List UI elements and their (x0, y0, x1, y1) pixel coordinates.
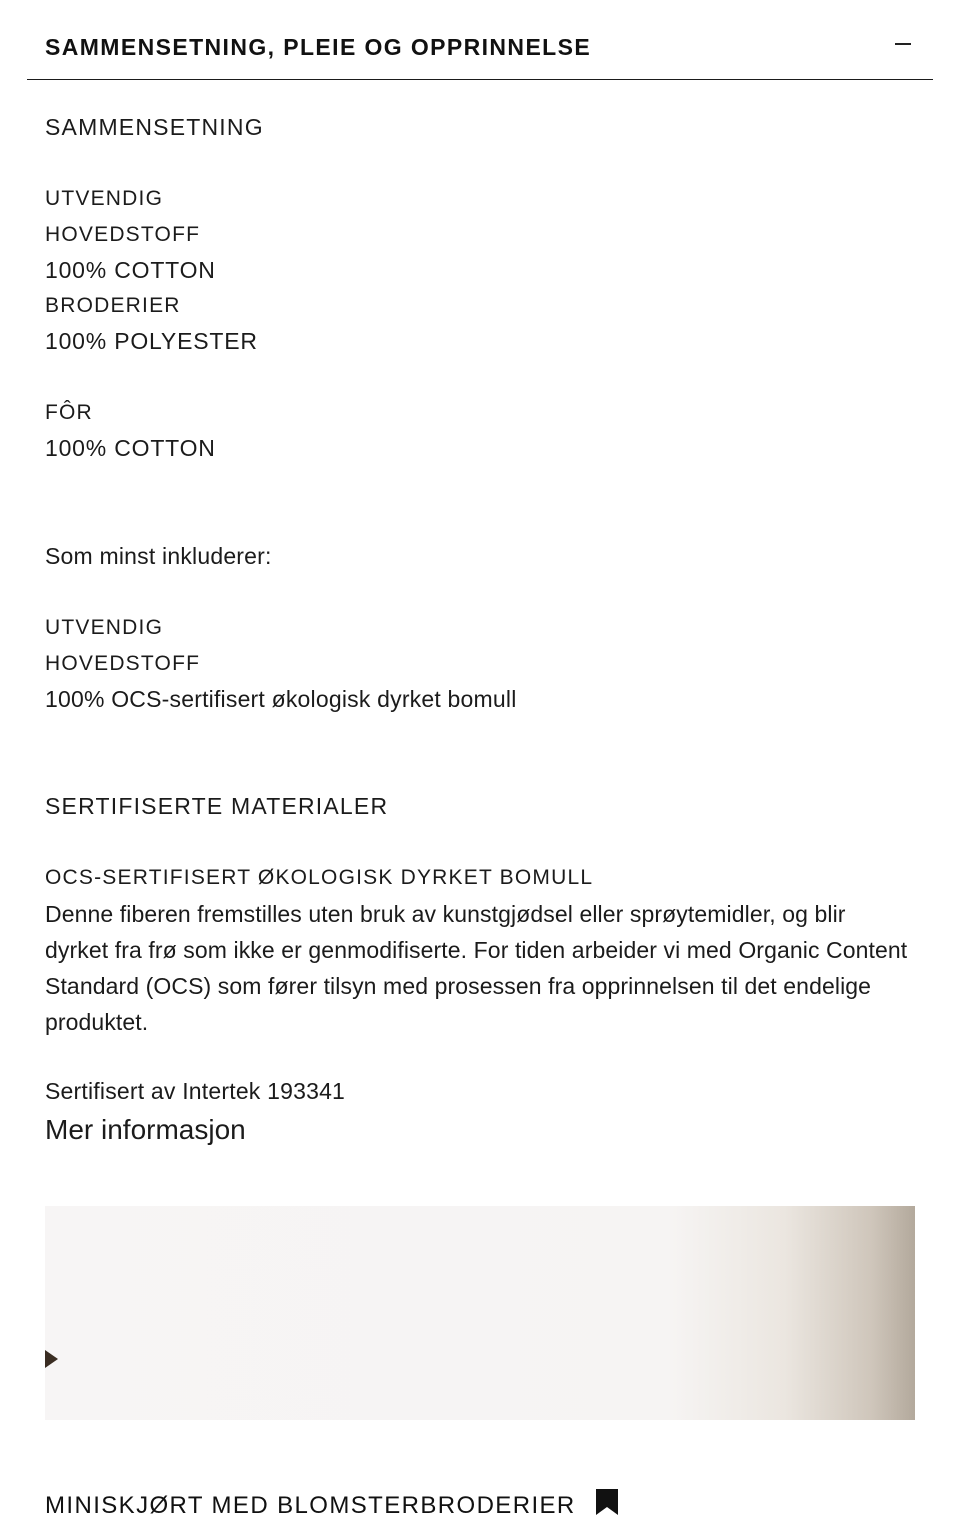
lining-label: FÔR (45, 401, 93, 424)
includes-main-fabric-value: 100% OCS-sertifisert økologisk dyrket bomull (45, 686, 517, 712)
includes-intro: Som minst inkluderer: (45, 543, 272, 569)
certified-materials-heading: SERTIFISERTE MATERIALER (45, 793, 389, 819)
more-info-link[interactable]: Mer informasjon (45, 1114, 246, 1145)
main-fabric-value: 100% COTTON (45, 257, 216, 283)
certified-by: Sertifisert av Intertek 193341 (45, 1078, 346, 1104)
product-name[interactable]: MINISKJØRT MED BLOMSTERBRODERIER (45, 1492, 576, 1519)
includes-main-fabric-label: HOVEDSTOFF (45, 652, 201, 675)
main-fabric-label: HOVEDSTOFF (45, 223, 201, 246)
composition-heading: SAMMENSETNING (45, 114, 264, 140)
product-image[interactable] (45, 1206, 915, 1420)
bookmark-icon[interactable] (596, 1489, 618, 1515)
includes-outer-label: UTVENDIG (45, 616, 164, 639)
embroidery-value: 100% POLYESTER (45, 328, 258, 354)
embroidery-label: BRODERIER (45, 294, 181, 317)
accordion-title: SAMMENSETNING, PLEIE OG OPPRINNELSE (45, 34, 592, 60)
lining-value: 100% COTTON (45, 435, 216, 461)
outer-label: UTVENDIG (45, 187, 164, 210)
minus-icon[interactable] (895, 43, 911, 45)
accordion-header[interactable] (27, 0, 933, 80)
certified-material-description: Denne fiberen fremstilles uten bruk av kunstgjødsel eller sprøytemidler, og blir dyrket fra frø som ikke er genmodifiserte. For tiden arbeider vi med Organic Content Standard (OCS) som fører tilsyn med prosessen fra opprinnelsen til det endelige produktet. (45, 901, 908, 1035)
image-detail (45, 1350, 58, 1368)
certified-material-title: OCS-SERTIFISERT ØKOLOGISK DYRKET BOMULL (45, 866, 594, 889)
